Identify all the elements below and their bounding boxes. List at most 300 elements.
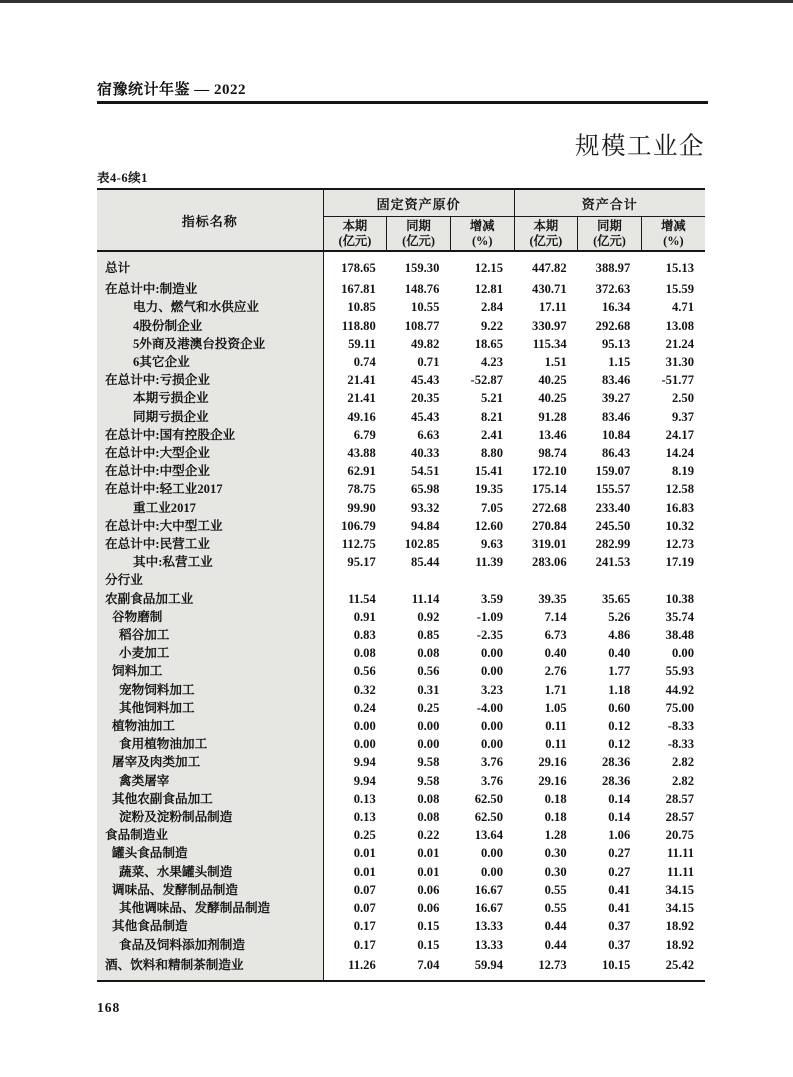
value-cell: 0.40: [544, 646, 567, 661]
value-cell: 447.82: [532, 261, 567, 276]
value-cell: 9.63: [480, 537, 504, 552]
table-row: [97, 753, 705, 771]
table-row: [97, 462, 705, 480]
value-cell: 10.85: [347, 300, 376, 315]
indicator-name-cell: 其他农副食品加工: [97, 790, 323, 808]
value-cell: 148.76: [404, 282, 440, 297]
indicator-name-cell: 植物油加工: [97, 717, 323, 735]
column-header-change-1: [450, 217, 514, 252]
value-cell: 45.43: [411, 409, 440, 424]
value-cell: 0.56: [353, 664, 376, 679]
value-cell: 0.07: [353, 882, 376, 897]
table-label: 表4-6续1: [97, 171, 148, 185]
indicator-name-cell: 4股份制企业: [97, 317, 323, 335]
value-cell: 0.00: [480, 737, 504, 752]
value-cell: 16.67: [474, 901, 504, 916]
value-cell: 19.35: [474, 482, 504, 497]
value-cell: 45.43: [411, 373, 440, 388]
value-cell: 14.24: [665, 446, 694, 461]
value-cell: 9.58: [417, 755, 440, 770]
value-cell: 2.82: [671, 773, 694, 788]
value-cell: 7.14: [544, 609, 567, 624]
value-cell: 0.31: [417, 682, 440, 697]
value-cell: 0.06: [417, 901, 440, 916]
value-cell: 0.30: [544, 864, 567, 879]
value-cell: 388.97: [595, 261, 631, 276]
value-cell: 102.85: [404, 537, 440, 552]
value-cell: 9.94: [353, 773, 376, 788]
value-cell: 0.85: [417, 628, 440, 643]
indicator-name-cell: 其他饲料加工: [97, 699, 323, 717]
value-cell: 272.68: [532, 500, 567, 515]
value-cell: 0.83: [353, 628, 376, 643]
value-cell: 54.51: [411, 464, 440, 479]
value-cell: 0.41: [608, 882, 631, 897]
value-cell: 91.28: [538, 409, 567, 424]
value-cell: 78.75: [347, 482, 376, 497]
column-group-fixed-assets: 固定资产原价: [323, 189, 514, 217]
value-cell: 59.94: [450, 954, 514, 981]
table-row: [97, 535, 705, 553]
value-cell: 20.35: [411, 391, 440, 406]
value-cell: 0.01: [417, 864, 440, 879]
column-group-total-assets: 资产合计: [514, 189, 705, 217]
value-cell: 319.01: [532, 537, 567, 552]
value-cell: 0.37: [608, 937, 631, 952]
table-row: [97, 389, 705, 407]
value-cell: 118.80: [341, 318, 376, 333]
table-row: [97, 790, 705, 808]
table-row: [97, 881, 705, 899]
indicator-name-cell: 6其它企业: [97, 353, 323, 371]
table-row: [97, 808, 705, 826]
value-cell: 35.74: [665, 609, 694, 624]
value-cell: 0.00: [480, 864, 504, 879]
indicator-name-cell: 在总计中:制造业: [97, 280, 323, 298]
value-cell: 0.27: [608, 846, 631, 861]
value-cell: 270.84: [532, 518, 567, 533]
indicator-name-cell: 屠宰及肉类加工: [97, 753, 323, 771]
value-cell: 59.11: [348, 336, 376, 351]
value-cell: 0.01: [353, 846, 376, 861]
table-row: [97, 917, 705, 935]
indicator-name-cell: 小麦加工: [97, 644, 323, 662]
column-header-same-period-1: [387, 217, 451, 252]
value-cell: 13.33: [474, 937, 504, 952]
table-row: [97, 353, 705, 371]
indicator-name-cell: 农副食品加工业: [97, 590, 323, 608]
value-cell: 9.94: [353, 755, 376, 770]
indicator-name-cell: 蔬菜、水果罐头制造: [97, 863, 323, 881]
value-cell: 18.92: [665, 937, 694, 952]
value-cell: 0.00: [353, 719, 376, 734]
value-cell: 0.30: [544, 846, 567, 861]
value-cell: 2.82: [671, 755, 694, 770]
value-cell: 21.41: [347, 373, 376, 388]
indicator-name-cell: 酒、饮料和精制茶制造业: [97, 954, 323, 981]
column-header-current-period-1: [323, 217, 387, 252]
table-row: [97, 371, 705, 389]
table-row: [97, 298, 705, 316]
value-cell: 0.44: [544, 937, 567, 952]
value-cell: 13.46: [538, 427, 567, 442]
value-cell: 15.41: [474, 464, 504, 479]
column-header-line2: (%): [663, 233, 684, 248]
value-cell: 0.92: [417, 609, 440, 624]
column-header-line2: (%): [471, 233, 493, 248]
value-cell: 16.83: [665, 500, 694, 515]
value-cell: 62.50: [474, 810, 504, 825]
value-cell: 6.79: [353, 427, 376, 442]
value-cell: 2.41: [480, 427, 504, 442]
value-cell: 282.99: [595, 537, 631, 552]
value-cell: 18.92: [665, 919, 694, 934]
value-cell: 0.14: [608, 810, 631, 825]
value-cell: 0.08: [417, 810, 440, 825]
table-row: [97, 844, 705, 862]
header-rule: [97, 101, 708, 104]
table-row: [97, 317, 705, 335]
table-row: [97, 335, 705, 353]
value-cell: 0.00: [480, 646, 504, 661]
table-row: [97, 571, 705, 589]
value-cell: 0.07: [353, 901, 376, 916]
value-cell: 0.00: [480, 664, 504, 679]
value-cell: 8.80: [480, 446, 504, 461]
table-row: [97, 517, 705, 535]
value-cell: 4.71: [671, 300, 694, 315]
value-cell: 11.11: [667, 846, 694, 861]
value-cell: 13.33: [474, 919, 504, 934]
value-cell: 85.44: [411, 555, 440, 570]
value-cell: 159.07: [595, 464, 631, 479]
section-title: 规模工业企: [575, 133, 705, 160]
value-cell: 11.39: [475, 555, 504, 570]
value-cell: 28.36: [601, 755, 631, 770]
value-cell: -2.35: [476, 628, 504, 643]
indicator-name-cell: 稻谷加工: [97, 626, 323, 644]
value-cell: 0.17: [353, 937, 376, 952]
value-cell: 0.08: [417, 646, 440, 661]
value-cell: 0.14: [608, 791, 631, 806]
value-cell: 17.11: [539, 300, 567, 315]
value-cell: 0.17: [353, 919, 376, 934]
value-cell: 3.59: [480, 591, 504, 606]
value-cell: 10.55: [411, 300, 440, 315]
value-cell: 1.77: [608, 664, 631, 679]
value-cell: 108.77: [404, 318, 440, 333]
value-cell: 0.25: [353, 828, 376, 843]
value-cell: 2.50: [671, 391, 694, 406]
value-cell: 0.12: [608, 737, 631, 752]
value-cell: 24.17: [665, 427, 694, 442]
value-cell: 0.91: [353, 609, 376, 624]
value-cell: 292.68: [595, 318, 631, 333]
column-header-line1: 同期: [406, 219, 431, 234]
value-cell: 17.19: [665, 555, 694, 570]
value-cell: 83.46: [601, 373, 631, 388]
value-cell: 55.93: [665, 664, 694, 679]
value-cell: 0.60: [608, 700, 631, 715]
table-row: [97, 626, 705, 644]
indicator-name-cell: 食品制造业: [97, 826, 323, 844]
indicator-name-cell: 禽类屠宰: [97, 772, 323, 790]
column-header-line2: (亿元): [402, 233, 435, 248]
value-cell: 0.00: [671, 646, 694, 661]
value-cell: 5.26: [608, 609, 631, 624]
value-cell: 0.32: [353, 682, 376, 697]
value-cell: 1.06: [608, 828, 631, 843]
indicator-name-cell: 在总计中:中型企业: [97, 462, 323, 480]
value-cell: -4.00: [476, 700, 504, 715]
indicator-name-cell: 重工业2017: [97, 499, 323, 517]
indicator-name-cell: 在总计中:国有控股企业: [97, 426, 323, 444]
indicator-name-cell: 其他食品制造: [97, 917, 323, 935]
value-cell: 0.01: [353, 864, 376, 879]
column-header-current-period-2: [514, 217, 578, 252]
value-cell: [578, 571, 642, 589]
value-cell: [323, 571, 387, 589]
value-cell: 6.63: [417, 427, 440, 442]
value-cell: 39.27: [601, 391, 631, 406]
value-cell: 0.08: [417, 791, 440, 806]
value-cell: 3.76: [480, 773, 504, 788]
value-cell: 29.16: [538, 755, 567, 770]
value-cell: 35.65: [601, 591, 631, 606]
indicator-name-cell: 食品及饲料添加剂制造: [97, 936, 323, 954]
table-row: [97, 899, 705, 917]
table-row: [97, 772, 705, 790]
value-cell: 11.26: [323, 954, 387, 981]
value-cell: 0.18: [544, 791, 567, 806]
value-cell: 0.06: [417, 882, 440, 897]
value-cell: 0.41: [608, 901, 631, 916]
table-row: [97, 608, 705, 626]
value-cell: 0.13: [353, 810, 376, 825]
value-cell: 4.23: [480, 355, 504, 369]
value-cell: 0.00: [480, 719, 504, 734]
value-cell: 12.81: [474, 282, 504, 297]
indicator-name-cell: 在总计中:大型企业: [97, 444, 323, 462]
column-header-line2: (亿元): [338, 233, 372, 248]
value-cell: 13.08: [665, 318, 694, 333]
value-cell: 1.71: [544, 682, 567, 697]
value-cell: 28.57: [665, 810, 694, 825]
indicator-name-cell: 在总计中:轻工业2017: [97, 480, 323, 498]
table-row: [97, 553, 705, 571]
value-cell: 86.43: [601, 446, 631, 461]
indicator-name-cell: 电力、燃气和水供应业: [97, 298, 323, 316]
value-cell: 8.19: [671, 464, 694, 479]
value-cell: 39.35: [538, 591, 567, 606]
value-cell: 44.92: [665, 682, 694, 697]
value-cell: [514, 571, 578, 589]
value-cell: 1.15: [608, 355, 631, 369]
table-row: [97, 826, 705, 844]
column-header-line1: 增减: [469, 219, 495, 234]
value-cell: -51.77: [661, 373, 694, 388]
value-cell: 0.24: [353, 700, 376, 715]
value-cell: 233.40: [595, 500, 631, 515]
value-cell: 40.25: [538, 373, 567, 388]
value-cell: [641, 571, 705, 589]
value-cell: 0.25: [417, 700, 440, 715]
indicator-name-cell: 5外商及港澳台投资企业: [97, 335, 323, 353]
value-cell: 330.97: [532, 318, 567, 333]
value-cell: 0.15: [417, 937, 440, 952]
statistics-table: [97, 188, 705, 982]
value-cell: 3.23: [480, 682, 504, 697]
table-row: [97, 480, 705, 498]
value-cell: 0.12: [608, 719, 631, 734]
value-cell: 65.98: [411, 482, 440, 497]
value-cell: 83.46: [601, 409, 631, 424]
table-row: [97, 444, 705, 462]
column-header-same-period-2: [578, 217, 642, 252]
value-cell: 115.34: [532, 336, 567, 351]
value-cell: 11.14: [411, 591, 440, 606]
value-cell: 167.81: [341, 282, 376, 297]
indicator-name-cell: 其中:私营工业: [97, 553, 323, 571]
value-cell: 29.16: [538, 773, 567, 788]
value-cell: 178.65: [341, 261, 376, 276]
value-cell: 0.15: [417, 919, 440, 934]
value-cell: 12.73: [514, 954, 578, 981]
table-row: [97, 954, 705, 981]
column-header-line1: 增减: [661, 219, 686, 234]
value-cell: 25.42: [641, 954, 705, 981]
value-cell: 21.24: [665, 336, 694, 351]
value-cell: 20.75: [665, 828, 694, 843]
value-cell: 0.00: [417, 737, 440, 752]
value-cell: 172.10: [532, 464, 567, 479]
value-cell: 34.15: [665, 901, 694, 916]
column-header-line2: (亿元): [529, 233, 563, 248]
value-cell: 175.14: [532, 482, 567, 497]
value-cell: 18.65: [474, 336, 504, 351]
value-cell: 1.28: [544, 828, 567, 843]
value-cell: 0.00: [480, 846, 504, 861]
value-cell: 62.50: [474, 791, 504, 806]
value-cell: 0.11: [545, 719, 567, 734]
indicator-name-cell: 在总计中:亏损企业: [97, 371, 323, 389]
indicator-name-cell: 饲料加工: [97, 662, 323, 680]
value-cell: 11.11: [667, 864, 694, 879]
table-row: [97, 699, 705, 717]
value-cell: 94.84: [411, 518, 440, 533]
value-cell: 1.51: [544, 355, 567, 369]
indicator-name-cell: 同期亏损企业: [97, 408, 323, 426]
value-cell: 1.05: [544, 700, 567, 715]
value-cell: 95.17: [347, 555, 376, 570]
value-cell: 28.57: [665, 791, 694, 806]
value-cell: 0.37: [608, 919, 631, 934]
value-cell: 112.75: [341, 537, 376, 552]
value-cell: 13.64: [474, 828, 504, 843]
value-cell: 0.01: [417, 846, 440, 861]
value-cell: 0.55: [544, 901, 567, 916]
value-cell: 95.13: [601, 336, 631, 351]
value-cell: 159.30: [404, 261, 440, 276]
value-cell: 31.30: [665, 355, 694, 369]
value-cell: 12.58: [665, 482, 694, 497]
table-row: [97, 644, 705, 662]
table-row: [97, 662, 705, 680]
value-cell: 0.27: [608, 864, 631, 879]
value-cell: 2.84: [480, 300, 504, 315]
value-cell: 15.13: [665, 261, 694, 276]
value-cell: 0.11: [545, 737, 567, 752]
value-cell: 2.76: [544, 664, 567, 679]
value-cell: 62.91: [347, 464, 376, 479]
value-cell: 6.73: [544, 628, 567, 643]
value-cell: -8.33: [667, 737, 694, 752]
indicator-name-cell: 谷物磨制: [97, 608, 323, 626]
column-header-change-2: [641, 217, 705, 252]
value-cell: 7.05: [480, 500, 504, 515]
value-cell: 40.25: [538, 391, 567, 406]
column-header-indicator: 指标名称: [97, 189, 323, 251]
indicator-name-cell: 淀粉及淀粉制品制造: [97, 808, 323, 826]
value-cell: [450, 571, 514, 589]
indicator-name-cell: 宠物饲料加工: [97, 681, 323, 699]
value-cell: 0.55: [544, 882, 567, 897]
indicator-name-cell: 食用植物油加工: [97, 735, 323, 753]
indicator-name-cell: 总计: [97, 251, 323, 280]
value-cell: 28.36: [601, 773, 631, 788]
value-cell: 12.73: [665, 537, 694, 552]
column-header-line1: 本期: [342, 219, 368, 234]
table-row: [97, 590, 705, 608]
value-cell: 93.32: [411, 500, 440, 515]
column-header-line1: 本期: [533, 219, 559, 234]
value-cell: 0.40: [608, 646, 631, 661]
value-cell: 0.56: [417, 664, 440, 679]
value-cell: 0.44: [544, 919, 567, 934]
value-cell: 16.67: [474, 882, 504, 897]
indicator-name-cell: 其他调味品、发酵制品制造: [97, 899, 323, 917]
indicator-name-cell: 罐头食品制造: [97, 844, 323, 862]
value-cell: 99.90: [347, 500, 376, 515]
value-cell: 16.34: [601, 300, 631, 315]
value-cell: 10.15: [578, 954, 642, 981]
column-header-line2: (亿元): [593, 233, 626, 248]
value-cell: 0.22: [417, 828, 440, 843]
value-cell: 0.00: [417, 719, 440, 734]
value-cell: 4.86: [608, 628, 631, 643]
value-cell: 9.22: [480, 318, 504, 333]
value-cell: 49.16: [347, 409, 376, 424]
value-cell: 10.38: [665, 591, 694, 606]
value-cell: 40.33: [411, 446, 440, 461]
value-cell: -8.33: [667, 719, 694, 734]
value-cell: 9.58: [417, 773, 440, 788]
value-cell: 15.59: [665, 282, 694, 297]
value-cell: 5.21: [480, 391, 504, 406]
indicator-name-cell: 在总计中:大中型工业: [97, 517, 323, 535]
value-cell: 34.15: [665, 882, 694, 897]
value-cell: 38.48: [665, 628, 694, 643]
table-row: [97, 426, 705, 444]
indicator-name-cell: 分行业: [97, 571, 323, 589]
value-cell: 0.13: [353, 791, 376, 806]
value-cell: 430.71: [532, 282, 567, 297]
value-cell: 245.50: [595, 518, 631, 533]
table-row: [97, 280, 705, 298]
page-number: 168: [97, 1000, 121, 1015]
column-header-line1: 同期: [597, 219, 622, 234]
table-row: [97, 863, 705, 881]
